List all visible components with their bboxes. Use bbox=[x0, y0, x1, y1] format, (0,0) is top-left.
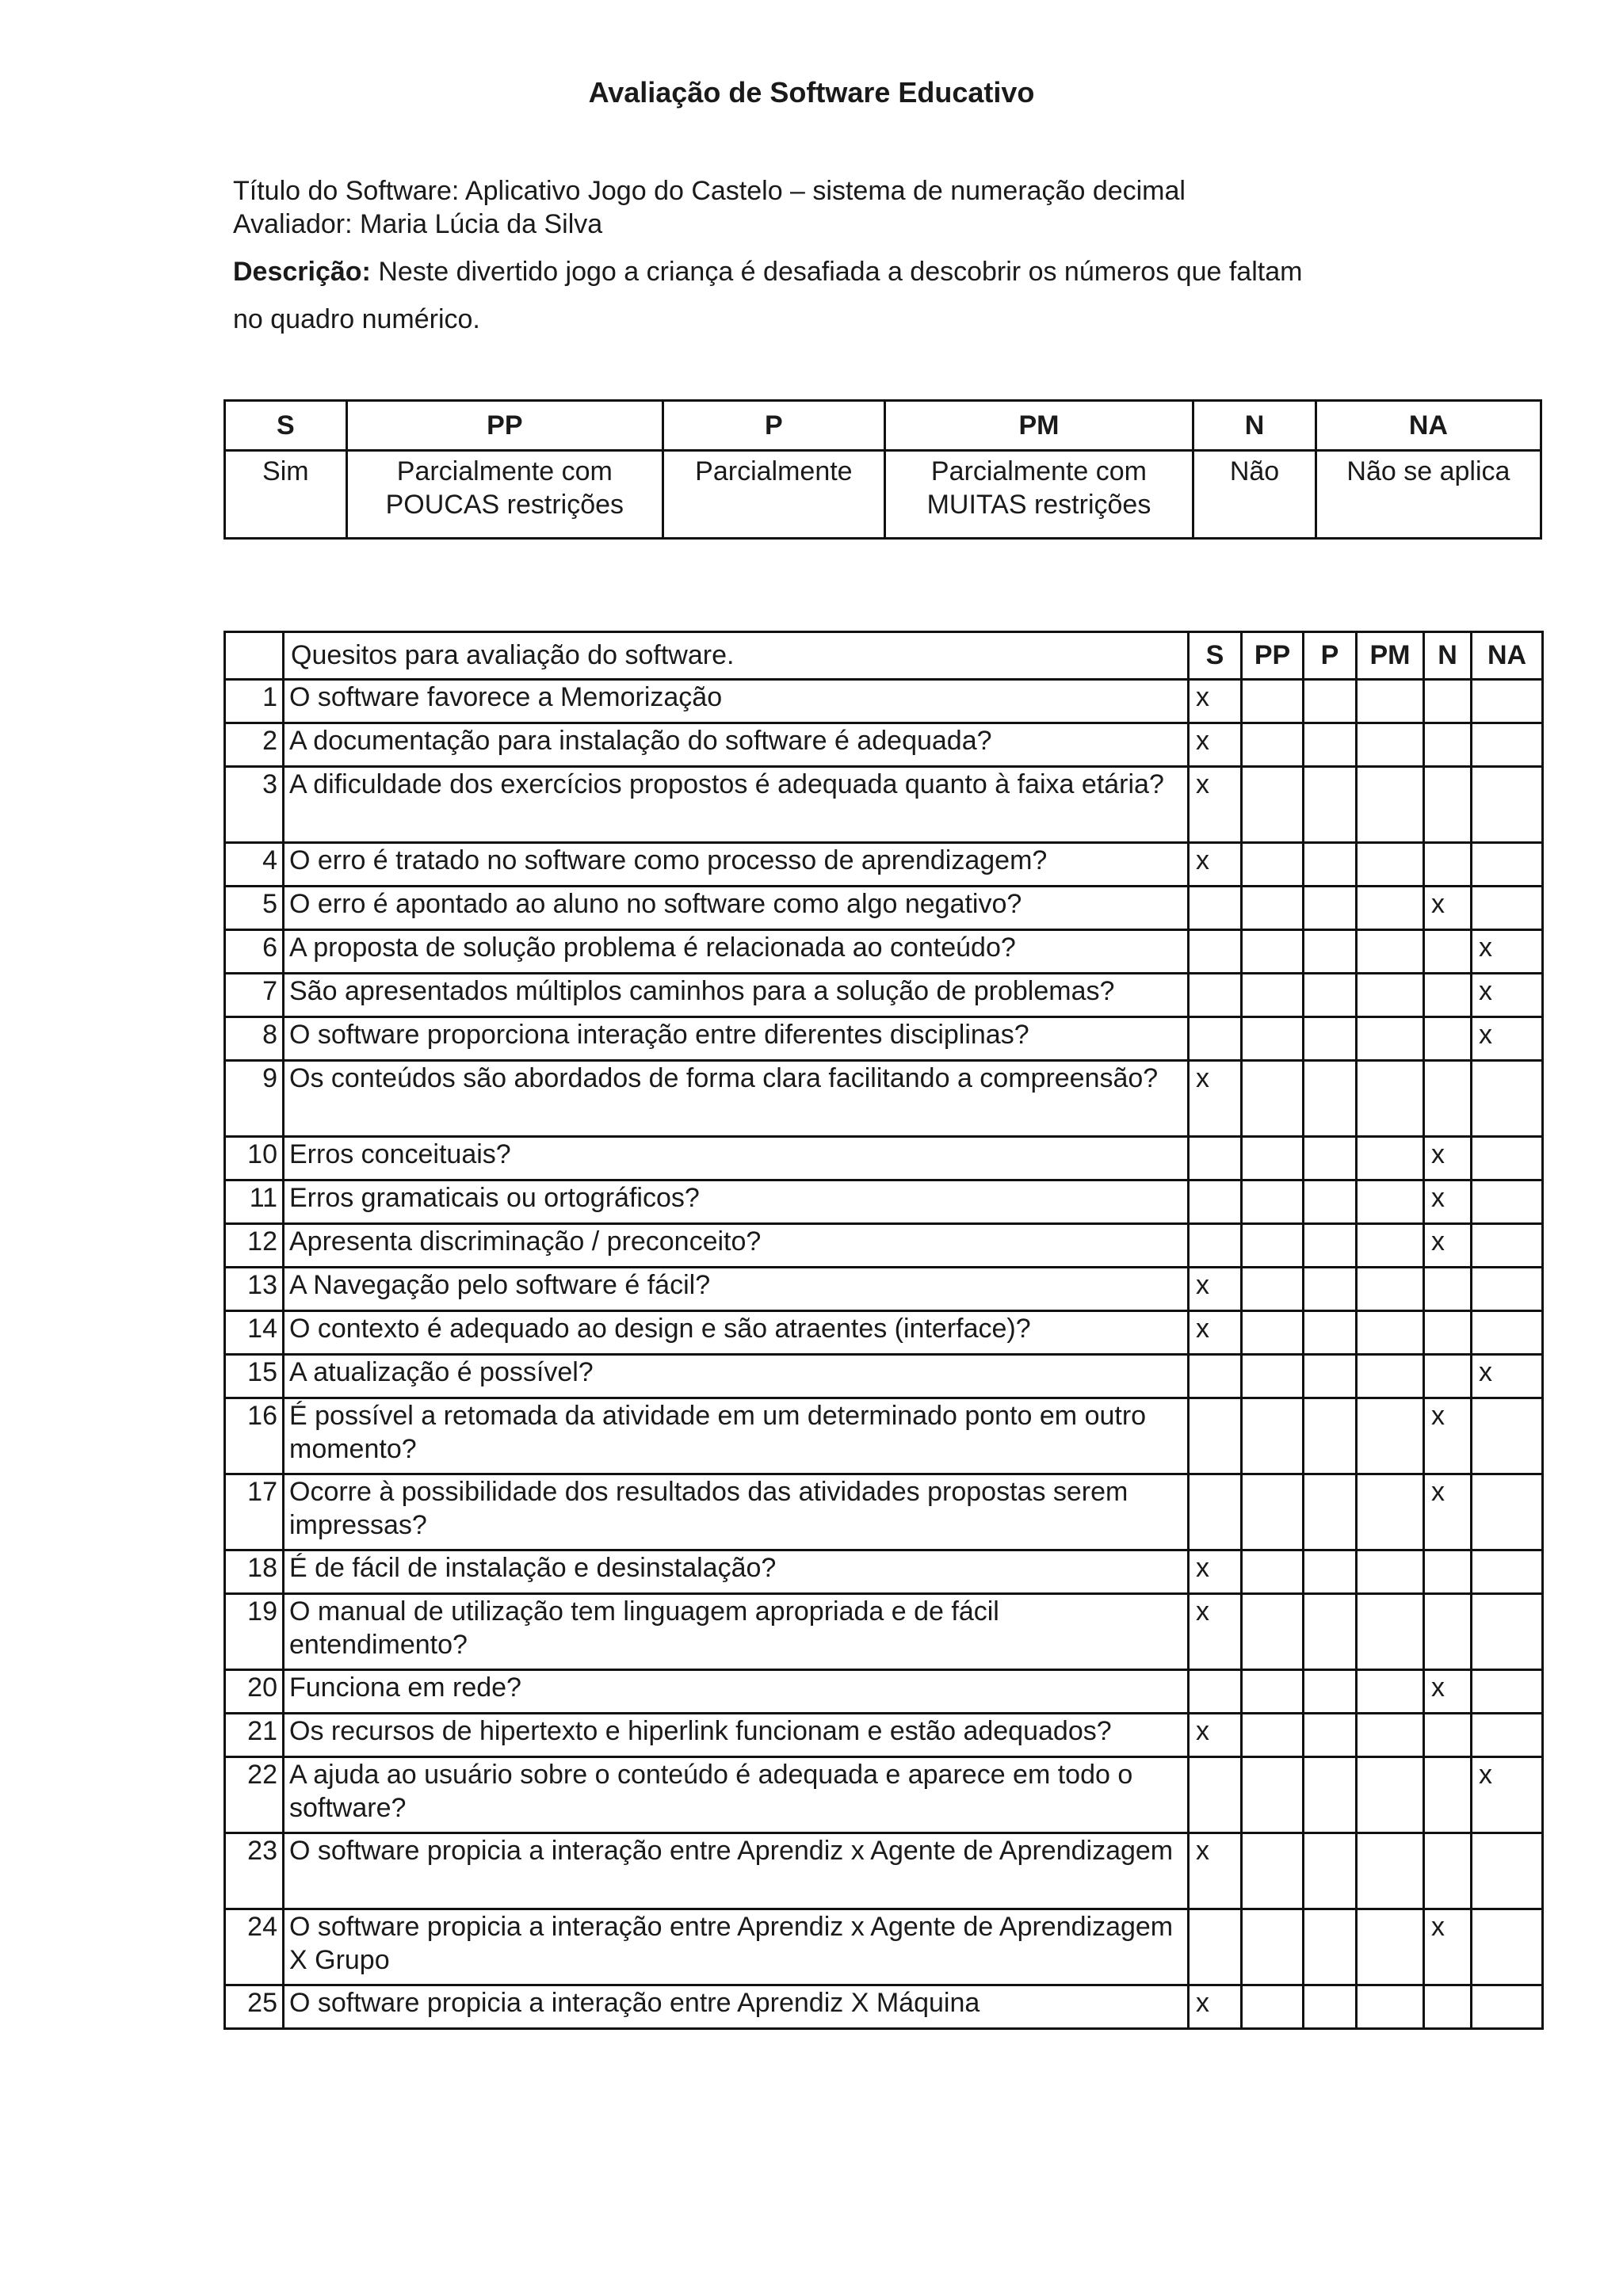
criteria-number: 12 bbox=[225, 1224, 284, 1268]
answer-mark: x bbox=[1431, 889, 1445, 919]
answer-cell-na bbox=[1472, 1017, 1543, 1061]
criteria-row bbox=[225, 1224, 1543, 1268]
criteria-number: 25 bbox=[225, 1985, 284, 2029]
answer-mark: x bbox=[1431, 1183, 1445, 1213]
criteria-number: 4 bbox=[225, 843, 284, 887]
criteria-question: A dificuldade dos exercícios propostos é adequada quanto à faixa etária? bbox=[284, 767, 1189, 843]
answer-cell-pm bbox=[1357, 767, 1424, 843]
criteria-number: 3 bbox=[225, 767, 284, 843]
legend-meanings-row bbox=[225, 451, 1541, 539]
criteria-number: 19 bbox=[225, 1594, 284, 1670]
answer-cell-pp bbox=[1242, 1757, 1304, 1833]
legend-meaning: Não se aplica bbox=[1316, 451, 1541, 539]
answer-cell-pp bbox=[1242, 1311, 1304, 1355]
answer-cell-na bbox=[1472, 1594, 1543, 1670]
answer-cell-s bbox=[1189, 1355, 1242, 1398]
answer-cell-p bbox=[1304, 680, 1357, 723]
criteria-row bbox=[225, 723, 1543, 767]
answer-cell-pm bbox=[1357, 1670, 1424, 1714]
criteria-question: São apresentados múltiplos caminhos para a solução de problemas? bbox=[284, 974, 1189, 1017]
answer-cell-s bbox=[1189, 1714, 1242, 1757]
answer-cell-s bbox=[1189, 1550, 1242, 1594]
criteria-row bbox=[225, 1398, 1543, 1474]
answer-cell-pp bbox=[1242, 1061, 1304, 1137]
answer-cell-pp bbox=[1242, 1833, 1304, 1909]
criteria-question: O contexto é adequado ao design e são atraentes (interface)? bbox=[284, 1311, 1189, 1355]
answer-cell-na bbox=[1472, 1355, 1543, 1398]
answer-cell-p bbox=[1304, 1714, 1357, 1757]
answer-cell-s bbox=[1189, 1268, 1242, 1311]
answer-cell-n bbox=[1424, 1137, 1472, 1180]
answer-cell-na bbox=[1472, 1670, 1543, 1714]
answer-cell-s bbox=[1189, 680, 1242, 723]
description-text-line2: no quadro numérico. bbox=[233, 304, 480, 334]
answer-mark: x bbox=[1431, 1672, 1445, 1703]
answer-cell-p bbox=[1304, 767, 1357, 843]
criteria-number: 6 bbox=[225, 930, 284, 974]
answer-cell-p bbox=[1304, 1985, 1357, 2029]
legend-meaning: Parcialmente com MUITAS restrições bbox=[884, 451, 1193, 539]
answer-cell-s bbox=[1189, 1594, 1242, 1670]
answer-cell-n bbox=[1424, 1985, 1472, 2029]
answer-cell-p bbox=[1304, 974, 1357, 1017]
answer-cell-pp bbox=[1242, 1474, 1304, 1550]
answer-cell-n bbox=[1424, 1268, 1472, 1311]
number-header bbox=[225, 632, 284, 680]
answer-cell-na bbox=[1472, 930, 1543, 974]
criteria-header-row bbox=[225, 632, 1543, 680]
criteria-question: A documentação para instalação do software é adequada? bbox=[284, 723, 1189, 767]
answer-cell-na bbox=[1472, 1268, 1543, 1311]
answer-mark: x bbox=[1479, 933, 1492, 963]
criteria-number: 18 bbox=[225, 1550, 284, 1594]
answer-cell-pp bbox=[1242, 1714, 1304, 1757]
answer-cell-pm bbox=[1357, 1311, 1424, 1355]
answer-mark: x bbox=[1196, 1596, 1209, 1627]
criteria-question: O software propicia a interação entre Aprendiz X Máquina bbox=[284, 1985, 1189, 2029]
answer-cell-s bbox=[1189, 1137, 1242, 1180]
answer-cell-pm bbox=[1357, 1833, 1424, 1909]
answer-cell-p bbox=[1304, 1311, 1357, 1355]
answer-cell-s bbox=[1189, 1833, 1242, 1909]
criteria-row bbox=[225, 1757, 1543, 1833]
criteria-number: 1 bbox=[225, 680, 284, 723]
answer-cell-n bbox=[1424, 1224, 1472, 1268]
answer-cell-pp bbox=[1242, 1398, 1304, 1474]
answer-cell-p bbox=[1304, 1224, 1357, 1268]
answer-cell-n bbox=[1424, 1311, 1472, 1355]
answer-cell-s bbox=[1189, 1670, 1242, 1714]
criteria-row bbox=[225, 843, 1543, 887]
criteria-row bbox=[225, 974, 1543, 1017]
criteria-number: 2 bbox=[225, 723, 284, 767]
answer-mark: x bbox=[1196, 845, 1209, 875]
answer-cell-na bbox=[1472, 974, 1543, 1017]
criteria-number: 23 bbox=[225, 1833, 284, 1909]
answer-cell-p bbox=[1304, 1061, 1357, 1137]
answer-cell-na bbox=[1472, 767, 1543, 843]
criteria-question: O erro é tratado no software como processo de aprendizagem? bbox=[284, 843, 1189, 887]
answer-cell-n bbox=[1424, 1670, 1472, 1714]
answer-mark: x bbox=[1196, 682, 1209, 712]
answer-cell-pm bbox=[1357, 1985, 1424, 2029]
rating-legend-table bbox=[223, 399, 1542, 540]
answer-cell-n bbox=[1424, 1594, 1472, 1670]
answer-cell-n bbox=[1424, 1061, 1472, 1137]
description-text-line1: Neste divertido jogo a criança é desafiada a descobrir os números que faltam bbox=[378, 257, 1303, 287]
answer-cell-n bbox=[1424, 1833, 1472, 1909]
answer-cell-n bbox=[1424, 1909, 1472, 1985]
criteria-number: 22 bbox=[225, 1757, 284, 1833]
answer-cell-pm bbox=[1357, 1550, 1424, 1594]
legend-code: PM bbox=[884, 401, 1193, 451]
answer-cell-pm bbox=[1357, 680, 1424, 723]
answer-cell-p bbox=[1304, 843, 1357, 887]
criteria-row bbox=[225, 1268, 1543, 1311]
answer-cell-pm bbox=[1357, 1137, 1424, 1180]
criteria-question: Funciona em rede? bbox=[284, 1670, 1189, 1714]
answer-cell-pm bbox=[1357, 1061, 1424, 1137]
answer-cell-pp bbox=[1242, 1670, 1304, 1714]
answer-cell-pm bbox=[1357, 930, 1424, 974]
answer-mark: x bbox=[1431, 1912, 1445, 1942]
answer-cell-s bbox=[1189, 1311, 1242, 1355]
answer-cell-n bbox=[1424, 1550, 1472, 1594]
legend-code: S bbox=[225, 401, 347, 451]
answer-cell-pm bbox=[1357, 1017, 1424, 1061]
criteria-row bbox=[225, 1833, 1543, 1909]
answer-mark: x bbox=[1196, 769, 1209, 799]
answer-cell-na bbox=[1472, 1224, 1543, 1268]
legend-meaning: Sim bbox=[225, 451, 347, 539]
legend-code: NA bbox=[1316, 401, 1541, 451]
answer-cell-pm bbox=[1357, 1355, 1424, 1398]
column-header-s: S bbox=[1189, 632, 1242, 680]
answer-cell-pm bbox=[1357, 1398, 1424, 1474]
criteria-number: 20 bbox=[225, 1670, 284, 1714]
answer-cell-na bbox=[1472, 1311, 1543, 1355]
criteria-row bbox=[225, 1137, 1543, 1180]
criteria-question: É de fácil de instalação e desinstalação? bbox=[284, 1550, 1189, 1594]
criteria-number: 9 bbox=[225, 1061, 284, 1137]
answer-cell-p bbox=[1304, 723, 1357, 767]
column-header-pm: PM bbox=[1357, 632, 1424, 680]
answer-cell-s bbox=[1189, 887, 1242, 930]
answer-cell-na bbox=[1472, 1398, 1543, 1474]
criteria-question: Apresenta discriminação / preconceito? bbox=[284, 1224, 1189, 1268]
answer-mark: x bbox=[1431, 1139, 1445, 1169]
answer-cell-p bbox=[1304, 1909, 1357, 1985]
answer-cell-na bbox=[1472, 1985, 1543, 2029]
answer-mark: x bbox=[1196, 1270, 1209, 1300]
criteria-number: 5 bbox=[225, 887, 284, 930]
answer-cell-p bbox=[1304, 1474, 1357, 1550]
legend-meaning: Parcialmente bbox=[663, 451, 885, 539]
criteria-row bbox=[225, 1909, 1543, 1985]
answer-cell-s bbox=[1189, 974, 1242, 1017]
answer-cell-na bbox=[1472, 1474, 1543, 1550]
answer-cell-pp bbox=[1242, 887, 1304, 930]
criteria-row bbox=[225, 1061, 1543, 1137]
answer-cell-pp bbox=[1242, 723, 1304, 767]
answer-cell-pm bbox=[1357, 887, 1424, 930]
answer-cell-na bbox=[1472, 1550, 1543, 1594]
answer-cell-s bbox=[1189, 1061, 1242, 1137]
criteria-number: 8 bbox=[225, 1017, 284, 1061]
answer-cell-p bbox=[1304, 1398, 1357, 1474]
criteria-question: Ocorre à possibilidade dos resultados das atividades propostas serem impressas? bbox=[284, 1474, 1189, 1550]
answer-cell-pp bbox=[1242, 1355, 1304, 1398]
criteria-number: 14 bbox=[225, 1311, 284, 1355]
criteria-question: Os recursos de hipertexto e hiperlink funcionam e estão adequados? bbox=[284, 1714, 1189, 1757]
criteria-row bbox=[225, 767, 1543, 843]
criteria-question: A ajuda ao usuário sobre o conteúdo é adequada e aparece em todo o software? bbox=[284, 1757, 1189, 1833]
answer-mark: x bbox=[1196, 1063, 1209, 1093]
criteria-question: A proposta de solução problema é relacionada ao conteúdo? bbox=[284, 930, 1189, 974]
criteria-row bbox=[225, 1474, 1543, 1550]
answer-cell-pm bbox=[1357, 1474, 1424, 1550]
legend-code: PP bbox=[346, 401, 663, 451]
software-title: Título do Software: Aplicativo Jogo do Castelo – sistema de numeração decimal bbox=[233, 176, 1186, 206]
answer-cell-p bbox=[1304, 1017, 1357, 1061]
answer-cell-pm bbox=[1357, 1268, 1424, 1311]
criteria-question: Erros gramaticais ou ortográficos? bbox=[284, 1180, 1189, 1224]
answer-cell-s bbox=[1189, 1474, 1242, 1550]
legend-meaning: Parcialmente com POUCAS restrições bbox=[346, 451, 663, 539]
answer-cell-p bbox=[1304, 1355, 1357, 1398]
answer-cell-pp bbox=[1242, 1550, 1304, 1594]
criteria-body bbox=[225, 680, 1543, 2029]
answer-mark: x bbox=[1479, 1357, 1492, 1387]
answer-cell-s bbox=[1189, 1985, 1242, 2029]
answer-cell-pp bbox=[1242, 680, 1304, 723]
criteria-row bbox=[225, 1550, 1543, 1594]
criteria-question: O manual de utilização tem linguagem apropriada e de fácil entendimento? bbox=[284, 1594, 1189, 1670]
answer-mark: x bbox=[1196, 1988, 1209, 2018]
answer-cell-n bbox=[1424, 1355, 1472, 1398]
answer-cell-na bbox=[1472, 1714, 1543, 1757]
criteria-question: A atualização é possível? bbox=[284, 1355, 1189, 1398]
description bbox=[233, 255, 1302, 288]
criteria-row bbox=[225, 1985, 1543, 2029]
answer-cell-n bbox=[1424, 723, 1472, 767]
answer-cell-pp bbox=[1242, 1909, 1304, 1985]
criteria-number: 11 bbox=[225, 1180, 284, 1224]
answer-cell-pp bbox=[1242, 767, 1304, 843]
answer-cell-p bbox=[1304, 1594, 1357, 1670]
answer-cell-na bbox=[1472, 1137, 1543, 1180]
answer-cell-n bbox=[1424, 930, 1472, 974]
criteria-question: O erro é apontado ao aluno no software como algo negativo? bbox=[284, 887, 1189, 930]
answer-cell-na bbox=[1472, 723, 1543, 767]
answer-cell-pm bbox=[1357, 1714, 1424, 1757]
answer-cell-pm bbox=[1357, 1180, 1424, 1224]
answer-mark: x bbox=[1431, 1401, 1445, 1431]
answer-cell-n bbox=[1424, 767, 1472, 843]
answer-cell-pp bbox=[1242, 1137, 1304, 1180]
criteria-question: O software propicia a interação entre Aprendiz x Agente de Aprendizagem bbox=[284, 1833, 1189, 1909]
answer-cell-p bbox=[1304, 1268, 1357, 1311]
answer-cell-p bbox=[1304, 1180, 1357, 1224]
answer-cell-p bbox=[1304, 1137, 1357, 1180]
answer-cell-s bbox=[1189, 1224, 1242, 1268]
answer-cell-pp bbox=[1242, 1224, 1304, 1268]
answer-cell-pm bbox=[1357, 843, 1424, 887]
criteria-number: 10 bbox=[225, 1137, 284, 1180]
criteria-question: O software proporciona interação entre diferentes disciplinas? bbox=[284, 1017, 1189, 1061]
legend-meaning: Não bbox=[1193, 451, 1316, 539]
criteria-number: 15 bbox=[225, 1355, 284, 1398]
answer-mark: x bbox=[1479, 1760, 1492, 1790]
answer-cell-na bbox=[1472, 1909, 1543, 1985]
column-header-n: N bbox=[1424, 632, 1472, 680]
criteria-question: O software favorece a Memorização bbox=[284, 680, 1189, 723]
answer-cell-n bbox=[1424, 887, 1472, 930]
answer-cell-pp bbox=[1242, 930, 1304, 974]
answer-mark: x bbox=[1196, 1314, 1209, 1344]
answer-cell-n bbox=[1424, 1757, 1472, 1833]
criteria-question: Os conteúdos são abordados de forma clara facilitando a compreensão? bbox=[284, 1061, 1189, 1137]
answer-mark: x bbox=[1196, 726, 1209, 756]
answer-cell-n bbox=[1424, 1474, 1472, 1550]
legend-codes-row bbox=[225, 401, 1541, 451]
answer-mark: x bbox=[1196, 1553, 1209, 1583]
answer-cell-n bbox=[1424, 1180, 1472, 1224]
answer-cell-s bbox=[1189, 1017, 1242, 1061]
answer-cell-pp bbox=[1242, 1594, 1304, 1670]
answer-cell-p bbox=[1304, 930, 1357, 974]
answer-cell-p bbox=[1304, 1757, 1357, 1833]
evaluator-name: Avaliador: Maria Lúcia da Silva bbox=[233, 209, 603, 239]
criteria-question: A Navegação pelo software é fácil? bbox=[284, 1268, 1189, 1311]
answer-cell-p bbox=[1304, 1550, 1357, 1594]
answer-cell-s bbox=[1189, 723, 1242, 767]
answer-cell-pm bbox=[1357, 1594, 1424, 1670]
criteria-number: 21 bbox=[225, 1714, 284, 1757]
answer-cell-s bbox=[1189, 767, 1242, 843]
legend-code: N bbox=[1193, 401, 1316, 451]
criteria-number: 16 bbox=[225, 1398, 284, 1474]
criteria-number: 7 bbox=[225, 974, 284, 1017]
answer-cell-p bbox=[1304, 1670, 1357, 1714]
answer-cell-na bbox=[1472, 680, 1543, 723]
criteria-row bbox=[225, 1355, 1543, 1398]
answer-mark: x bbox=[1431, 1226, 1445, 1257]
column-header-pp: PP bbox=[1242, 632, 1304, 680]
answer-cell-na bbox=[1472, 1061, 1543, 1137]
criteria-table bbox=[223, 631, 1544, 2030]
answer-cell-s bbox=[1189, 1909, 1242, 1985]
criteria-row bbox=[225, 1714, 1543, 1757]
criteria-number: 13 bbox=[225, 1268, 284, 1311]
criteria-question: É possível a retomada da atividade em um determinado ponto em outro momento? bbox=[284, 1398, 1189, 1474]
answer-cell-pp bbox=[1242, 974, 1304, 1017]
answer-cell-na bbox=[1472, 1180, 1543, 1224]
answer-cell-na bbox=[1472, 843, 1543, 887]
answer-mark: x bbox=[1196, 1836, 1209, 1866]
column-header-p: P bbox=[1304, 632, 1357, 680]
answer-cell-pp bbox=[1242, 843, 1304, 887]
answer-cell-s bbox=[1189, 1398, 1242, 1474]
criteria-question: O software propicia a interação entre Aprendiz x Agente de Aprendizagem X Grupo bbox=[284, 1909, 1189, 1985]
answer-cell-s bbox=[1189, 843, 1242, 887]
criteria-row bbox=[225, 1017, 1543, 1061]
answer-cell-na bbox=[1472, 1757, 1543, 1833]
criteria-row bbox=[225, 1311, 1543, 1355]
answer-cell-p bbox=[1304, 887, 1357, 930]
criteria-row bbox=[225, 1180, 1543, 1224]
criteria-row bbox=[225, 680, 1543, 723]
legend-code: P bbox=[663, 401, 885, 451]
answer-cell-n bbox=[1424, 843, 1472, 887]
answer-mark: x bbox=[1479, 1020, 1492, 1050]
answer-cell-n bbox=[1424, 680, 1472, 723]
answer-cell-s bbox=[1189, 1180, 1242, 1224]
answer-cell-s bbox=[1189, 930, 1242, 974]
answer-cell-pm bbox=[1357, 1224, 1424, 1268]
column-header-na: NA bbox=[1472, 632, 1543, 680]
answer-cell-n bbox=[1424, 1017, 1472, 1061]
answer-mark: x bbox=[1479, 976, 1492, 1006]
answer-cell-pm bbox=[1357, 974, 1424, 1017]
criteria-row bbox=[225, 1594, 1543, 1670]
answer-cell-pp bbox=[1242, 1985, 1304, 2029]
answer-cell-n bbox=[1424, 1714, 1472, 1757]
criteria-question: Erros conceituais? bbox=[284, 1137, 1189, 1180]
answer-cell-pm bbox=[1357, 723, 1424, 767]
answer-cell-pm bbox=[1357, 1757, 1424, 1833]
criteria-header: Quesitos para avaliação do software. bbox=[284, 632, 1189, 680]
answer-cell-pp bbox=[1242, 1268, 1304, 1311]
answer-cell-pp bbox=[1242, 1180, 1304, 1224]
answer-cell-p bbox=[1304, 1833, 1357, 1909]
criteria-number: 24 bbox=[225, 1909, 284, 1985]
criteria-number: 17 bbox=[225, 1474, 284, 1550]
answer-mark: x bbox=[1196, 1716, 1209, 1746]
page-title: Avaliação de Software Educativo bbox=[588, 76, 1035, 109]
criteria-row bbox=[225, 1670, 1543, 1714]
answer-cell-na bbox=[1472, 887, 1543, 930]
answer-cell-n bbox=[1424, 974, 1472, 1017]
answer-cell-na bbox=[1472, 1833, 1543, 1909]
criteria-row bbox=[225, 887, 1543, 930]
description-label: Descrição: bbox=[233, 257, 371, 287]
answer-cell-n bbox=[1424, 1398, 1472, 1474]
answer-cell-pp bbox=[1242, 1017, 1304, 1061]
answer-cell-s bbox=[1189, 1757, 1242, 1833]
answer-mark: x bbox=[1431, 1477, 1445, 1507]
answer-cell-pm bbox=[1357, 1909, 1424, 1985]
criteria-row bbox=[225, 930, 1543, 974]
